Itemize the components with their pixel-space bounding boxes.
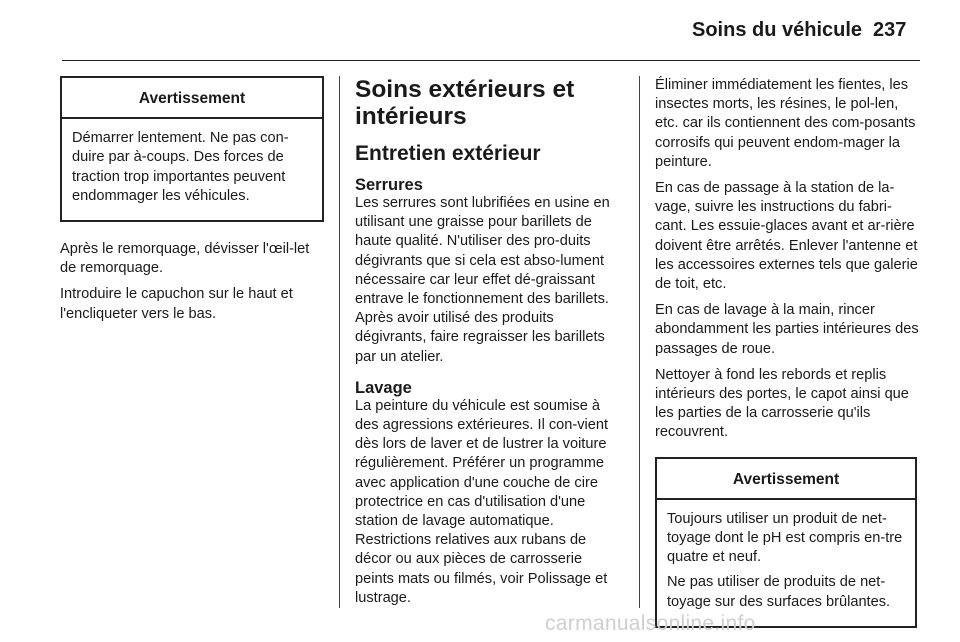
serrures-heading: Serrures	[355, 176, 423, 194]
warning-text: Démarrer lentement. Ne pas con-duire par à-coups. Des forces de traction trop importantes peuvent endommager les véhicules.	[72, 130, 289, 204]
column-left	[60, 76, 324, 331]
column-divider	[339, 76, 340, 608]
warning-body	[657, 500, 915, 626]
page-number: 237	[873, 19, 907, 41]
watermark: carmanualsonline.info	[545, 612, 756, 635]
serrures-text: Les serrures sont lubrifiées en usine en utilisant une graisse pour barillets de haute qualité. N'utiliser des pro-duits dégivrants que si cela est abso-lument nécessaire car leur effet dé-graissant entrave le fonctionnement des barillets. Après avoir utilisé des produits dégivrants, faire regraisser les barillets par un atelier.	[355, 195, 610, 365]
warning-box	[655, 457, 917, 628]
page-header-title: Soins du véhicule	[692, 19, 863, 41]
column-divider	[639, 76, 640, 608]
paragraph: En cas de lavage à la main, rincer abondamment les parties intérieures des passages de roue.	[655, 302, 919, 357]
column-middle	[355, 76, 623, 615]
subsection-heading: Entretien extérieur	[355, 142, 541, 165]
column-right	[655, 76, 921, 628]
paragraph: Introduire le capuchon sur le haut et l'encliqueter vers le bas.	[60, 286, 293, 322]
warning-box	[60, 76, 324, 222]
section-heading: Soins extérieurs et intérieurs	[355, 76, 575, 130]
header-rule	[62, 60, 920, 61]
warning-body	[62, 119, 322, 220]
warning-text: Toujours utiliser un produit de net-toyage dont le pH est compris en-tre quatre et neuf.	[667, 510, 903, 566]
warning-text: Ne pas utiliser de produits de net-toyage sur des surfaces brûlantes.	[667, 574, 891, 610]
paragraph: Nettoyer à fond les rebords et replis intérieurs des portes, le capot ainsi que les parties de la carrosserie qu'ils recouvrent.	[655, 366, 909, 441]
warning-title: Avertissement	[62, 78, 322, 119]
lavage-text: La peinture du véhicule est soumise à des agressions extérieures. Il con-vient dès lors de laver et de lustrer la voiture régulièrement. Préférer un programme avec application d'une couche de cire protectrice en cas d'utilisation d'une station de lavage automatique. Restrictions relatives aux rubans de décor ou aux pièces de carrosserie peints mats ou filmés, voir Polissage et lustrage.	[355, 397, 609, 606]
lavage-heading: Lavage	[355, 378, 412, 397]
paragraph: Après le remorquage, dévisser l'œil-let de remorquage.	[60, 241, 310, 277]
paragraph: Éliminer immédiatement les fientes, les insectes morts, les résines, le pol-len, etc. car ils contiennent des com-posants corrosifs qui peuvent endom-mager la peinture.	[655, 77, 916, 170]
paragraph: En cas de passage à la station de la-vage, suivre les instructions du fabri-cant. Les essuie-glaces avant et ar-rière doivent être arrêtés. Enlever l'antenne et les accessoires externes tels que galerie de toit, etc.	[655, 180, 918, 293]
warning-title: Avertissement	[657, 459, 915, 500]
